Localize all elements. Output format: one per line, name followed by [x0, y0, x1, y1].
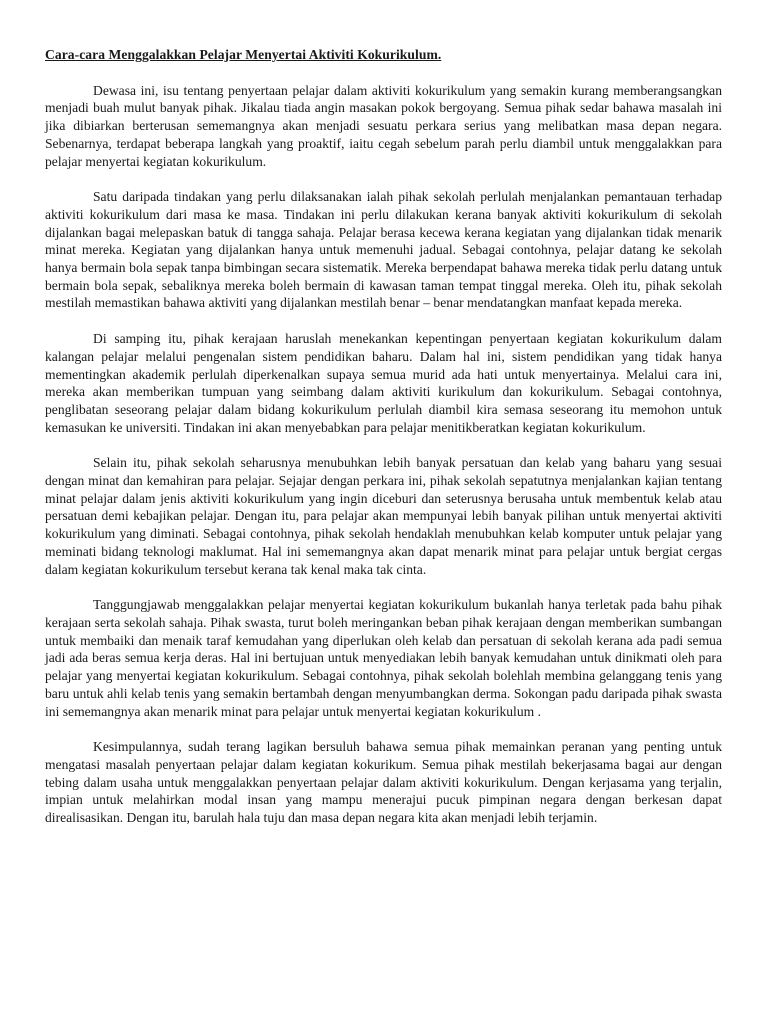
paragraph-government-role: Di samping itu, pihak kerajaan haruslah menekankan kepentingan penyertaan kegiatan kokurikulum dalam kalangan pelajar melalui pengenalan sistem pendidikan baharu. Dalam hal ini, sistem pendidikan yang tidak hanya mementingkan akademik perlulah diperkenalkan supaya semua murid ada hati untuk menyertainya. Melalui cara ini, mereka akan memberikan tumpuan yang seimbang dalam aktiviti kurikulum dan kokurikulum. Sebagai contohnya, penglibatan seseorang pelajar dalam bidang kokurikulum perlulah diambil kira semasa seseorang itu memohon untuk kemasukan ke universiti. Tindakan ini akan menyebabkan para pelajar menitikberatkan kegiatan kokurikulum. — [45, 331, 722, 435]
paragraph-private-sector: Tanggungjawab menggalakkan pelajar menyertai kegiatan kokurikulum bukanlah hanya terletak pada bahu pihak kerajaan serta sekolah sahaja. Pihak swasta, turut boleh meringankan beban pihak kerajaan dengan memberikan sumbangan untuk membaiki dan menaik taraf kemudahan yang diperlukan oleh kelab dan persatuan di sekolah kerana ada padi semua jadi ada beras semua kerja deras. Hal ini bertujuan untuk menyediakan lebih banyak kemudahan untuk dinikmati oleh para pelajar yang menyertai kegiatan kokurikulum. Sebagai contohnya, pihak sekolah bolehlah membina gelanggang tenis yang baru untuk ahli kelab tenis yang semakin bertambah dengan menyumbangkan derma. Sokongan padu daripada pihak swasta ini sememangnya akan menarik minat para pelajar untuk menyertai kegiatan kokurikulum . — [45, 597, 722, 719]
paragraph-conclusion: Kesimpulannya, sudah terang lagikan bersuluh bahawa semua pihak memainkan peranan yang penting untuk mengatasi masalah penyertaan pelajar dalam kegiatan kokurikum. Semua pihak mestilah bekerjasama bagai aur dengan tebing dalam usaha untuk menggalakkan penyertaan pelajar dalam aktiviti kokurikulum. Dengan kerjasama yang terjalin, impian untuk melahirkan modal insan yang mampu menerajui pucuk pimpinan negara dengan berkesan dapat direalisasikan. Dengan itu, barulah hala tuju dan masa depan negara kita akan menjadi lebih terjamin. — [45, 739, 722, 826]
document-page — [45, 46, 722, 827]
paragraph-introduction: Dewasa ini, isu tentang penyertaan pelajar dalam aktiviti kokurikulum yang semakin kurang memberangsangkan menjadi buah mulut banyak pihak. Jikalau tiada angin masakan pokok bergoyang. Semua pihak sedar bahawa masalah ini jika dibiarkan berterusan sememangnya akan menjadi sesuatu perkara serius yang melibatkan masa depan negara. Sebenarnya, terdapat beberapa langkah yang proaktif, iaitu cegah sebelum parah perlu diambil untuk menggalakkan para pelajar menyertai kegiatan kokurikulum. — [45, 82, 722, 169]
paragraph-school-monitoring: Satu daripada tindakan yang perlu dilaksanakan ialah pihak sekolah perlulah menjalankan pemantauan terhadap aktiviti kokurikulum dari masa ke masa. Tindakan ini perlu dilakukan kerana banyak aktiviti kokurikulum di sekolah dijalankan bagai melepaskan batuk di tangga sahaja. Pelajar berasa kecewa kerana kegiatan yang dijalankan tidak menarik minat mereka. Kegiatan yang dijalankan hanya untuk memenuhi jadual. Sebagai contohnya, pelajar datang ke sekolah hanya bermain bola sepak tanpa bimbingan secara sistematik. Mereka berpendapat bahawa mereka tidak perlu datang untuk bermain bola sepak, sebaliknya mereka boleh bermain di kawasan taman tempat tinggal mereka. Oleh itu, pihak sekolah mestilah memastikan bahawa aktiviti yang dijalankan mestilah benar – benar mendatangkan manfaat kepada mereka. — [45, 189, 722, 311]
document-title: Cara-cara Menggalakkan Pelajar Menyertai Aktiviti Kokurikulum. — [45, 47, 442, 62]
paragraph-new-clubs: Selain itu, pihak sekolah seharusnya menubuhkan lebih banyak persatuan dan kelab yang baharu yang sesuai dengan minat dan kemahiran para pelajar. Sejajar dengan perkara ini, pihak sekolah sepatutnya menjalankan kajian tentang minat pelajar dalam jenis aktiviti kokurikulum yang ingin diceburi dan seterusnya berusaha untuk membentuk kelab atau persatuan demi kebajikan pelajar. Dengan itu, para pelajar akan mempunyai lebih banyak pilihan untuk menyertai aktiviti kokurikulum yang diminati. Sebagai contohnya, pihak sekolah hendaklah menubuhkan kelab komputer untuk pelajar yang meminati bidang teknologi maklumat. Hal ini sememangnya akan dapat menarik minat para pelajar untuk bergiat cergas dalam kegiatan kokurikulum tersebut kerana tak kenal maka tak cinta. — [45, 455, 722, 577]
